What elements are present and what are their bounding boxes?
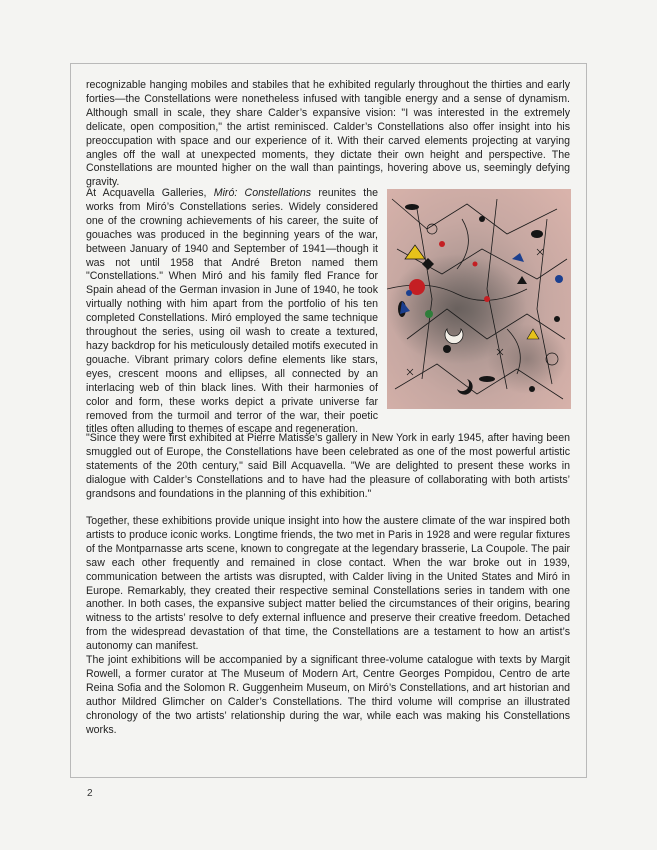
paragraph-4 — [86, 515, 570, 654]
paragraph-1 — [86, 79, 570, 190]
paragraph-2-prefix: At Acquavella Galleries, — [86, 187, 214, 199]
exhibition-title: Miró: Constellations — [213, 187, 312, 199]
page-number: 2 — [87, 788, 93, 799]
paragraph-1-text: recognizable hanging mobiles and stabiles that he exhibited regularly throughout the thirties and early forties—the Constellations were nonetheless infused with tangible energy and a sense of dynamism. Although small in scale, they share Calder’s expansive vision: "I was interested in the extremely delicate, open composition," the artist reminisced. Calder’s Constellations also offer insight into his preoccupation with space and our experience of it. With their carved elements projecting at varying angles off the wall at unexpected moments, they dictate their own height and perspective. The Constellations are mounted higher on the wall than paintings, hovering above us, seemingly defying gravity. — [86, 79, 570, 189]
paragraph-5 — [86, 654, 570, 737]
paragraph-2-suffix: reunites the works from Miró’s Constellations series. Widely considered one of the crowning achievements of his career, the suite of gouaches was produced in the beginning years of the war, between January of 1940 and September of 1941—though it was not until 1958 that André Breton named them "Constellations." When Miró and his family fled France for Spain ahead of the German invasion in June of 1940, he took virtually nothing with him apart from the portfolio of his ten completed Constellations. Miró employed the same technique throughout the series, using oil wash to create a textured, hazy backdrop for his meticulously detailed motifs executed in gouache. Vibrant primary colors define elements like stars, eyes, crescent moons and ellipses, all connected by an interlacing web of thin black lines. With their harmonies of color and form, these works depict a private universe far removed from the turmoil and terror of the war, their poetic titles often alluding to themes of escape and regeneration. — [86, 187, 379, 436]
paragraph-3 — [86, 432, 570, 502]
paragraph-2 — [86, 187, 378, 437]
miro-constellation-painting — [387, 189, 571, 409]
paragraph-3-text: "Since they were first exhibited at Pierre Matisse’s gallery in New York in early 1945, after having been smuggled out of Europe, the Constellations have been celebrated as one of the most powerful artistic statements of the 20th century," said Bill Acquavella. "We are delighted to present these works in dialogue with Calder’s Constellations and to have had the pleasure of collaborating with both artists’ grandsons and foundations in the planning of this exhibition." — [86, 432, 570, 500]
paragraph-5-text: The joint exhibitions will be accompanied by a significant three-volume catalogue with texts by Margit Rowell, a former curator at The Museum of Modern Art, Centre Georges Pompidou, Centro de arte Reina Sofia and the Solomon R. Guggenheim Museum, on Miró’s Constellations, and art historian and author Mildred Glimcher on Calder’s Constellations. The third volume will comprise an illustrated chronology of the two artists’ relationship during the war, while each was making his Constellations works. — [86, 654, 570, 736]
paragraph-4-text: Together, these exhibitions provide unique insight into how the austere climate of the war inspired both artists to produce iconic works. Longtime friends, the two met in Paris in 1928 and were regular fixtures of the Montparnasse arts scene, known to congregate at the legendary brasserie, La Coupole. The pair saw each other frequently and remained in close contact. When the war broke out in 1939, communication between the artists was disrupted, with Calder living in the United States and Miró in Europe. Remarkably, they created their respective seminal Constellations series in tandem with one another. In both cases, the expansive subject matter belied the circumstances of their origins, bearing witness to the artists’ resolve to defy external influence and preserve their creative freedom. Detached from the widespread devastation of that time, the Constellations are a testament to how an artist’s autonomy can manifest. — [86, 515, 570, 653]
